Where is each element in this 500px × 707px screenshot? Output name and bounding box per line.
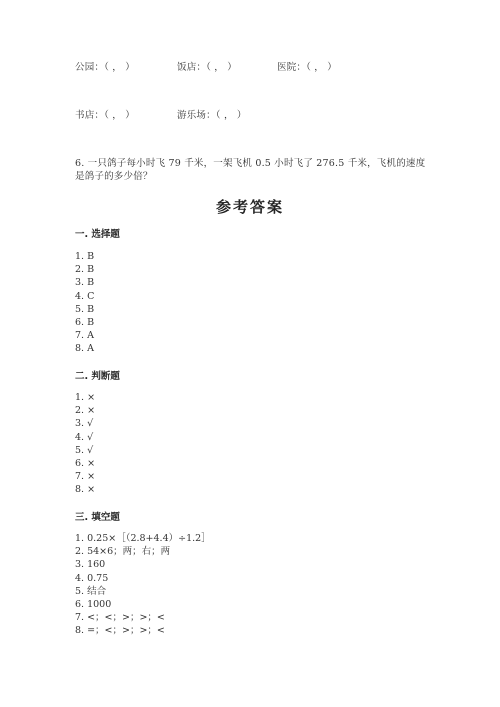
section-heading-multiple-choice: 一. 选择题 (75, 229, 120, 240)
park-coordinate-blank: 公园：（ ， ） (75, 62, 135, 73)
fill-in-blank-answers (75, 532, 211, 638)
answer-item: 2. B (75, 264, 95, 276)
answer-item: 7. × (75, 471, 96, 483)
true-false-answers (75, 391, 95, 497)
answer-item: 8. =；<；>；>；< (75, 625, 165, 637)
answer-item: 5. B (75, 303, 95, 315)
answer-item: 1. 0.25×［（2.8+4.4）÷1.2］ (75, 533, 211, 544)
answer-item: 3. B (75, 277, 95, 289)
question-6-line-2: 是鸽子的多少倍？ (75, 171, 153, 182)
question-6-line-1: 6. 一只鸽子每小时飞 79 千米，一架飞机 0.5 小时飞了 276.5 千米，飞机的速度 (75, 158, 426, 169)
answer-item: 7. <；<；>；>；< (75, 612, 165, 624)
restaurant-coordinate-blank: 饭店：（ ， ） (177, 62, 237, 73)
answer-item: 6. × (75, 457, 96, 469)
answer-item: 6. B (75, 316, 95, 328)
section-heading-true-false: 二. 判断题 (75, 371, 120, 382)
answer-item: 3. √ (75, 418, 94, 430)
answer-item: 4. √ (75, 431, 94, 443)
amusement-park-coordinate-blank: 游乐场：（ ， ） (177, 110, 247, 121)
answer-item: 5. 结合 (75, 585, 107, 597)
hospital-coordinate-blank: 医院：（ ， ） (277, 62, 337, 73)
answer-item: 2. 54×6；两；右；两 (75, 546, 171, 558)
answer-item: 3. 160 (75, 559, 106, 571)
answer-item: 5. √ (75, 444, 94, 456)
answer-item: 1. × (75, 392, 96, 403)
answer-item: 6. 1000 (75, 598, 112, 610)
answer-item: 1. B (75, 251, 95, 262)
section-heading-fill-in-blank: 三. 填空题 (75, 512, 120, 523)
bookstore-coordinate-blank: 书店：（ ， ） (75, 110, 135, 121)
answer-item: 8. × (75, 484, 96, 496)
answer-item: 8. A (75, 343, 94, 355)
answer-item: 4. C (75, 290, 95, 302)
multiple-choice-answers (75, 250, 94, 356)
answer-item: 2. × (75, 405, 96, 417)
answer-item: 7. A (75, 330, 94, 342)
answer-item: 4. 0.75 (75, 572, 109, 584)
answer-key-title: 参考答案 (215, 198, 284, 216)
